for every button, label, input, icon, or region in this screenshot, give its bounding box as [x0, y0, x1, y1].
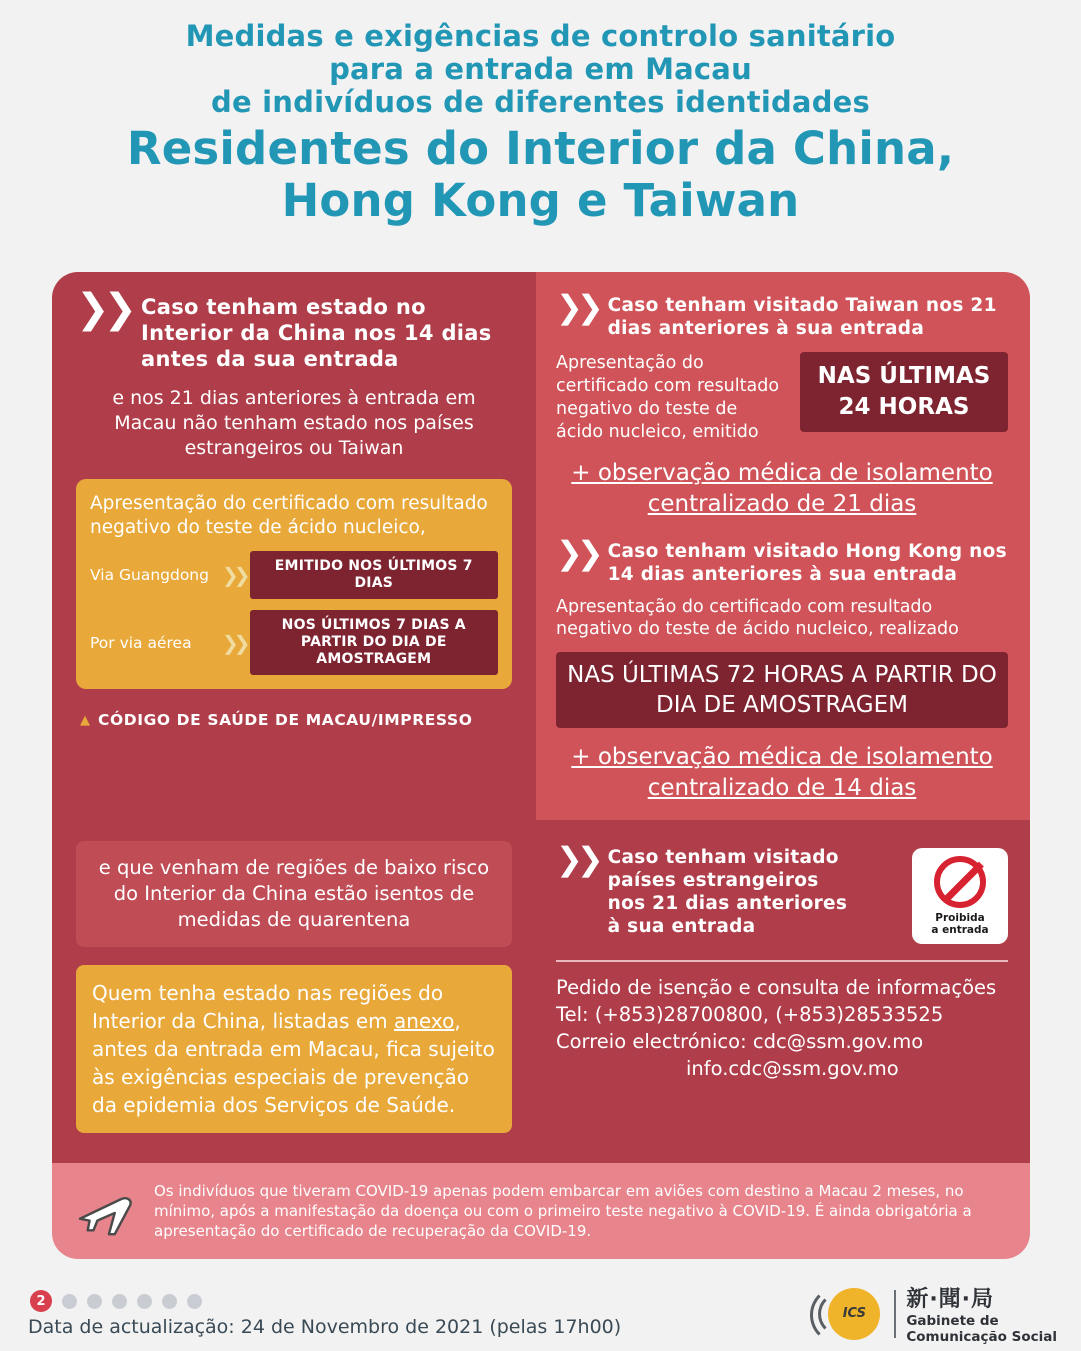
route-label-guangdong: Via Guangdong: [90, 566, 209, 584]
left-certificate-lead: Apresentação do certificado com resultado negativo do teste de ácido nucleico,: [90, 493, 488, 538]
page-dot[interactable]: [62, 1294, 77, 1309]
page-dot[interactable]: [187, 1294, 202, 1309]
right-panel: [536, 272, 1030, 1163]
left-low-risk-box: e que venham de regiões de baixo risco do Interior da China estão isentos de medidas de quarentena: [76, 841, 512, 947]
chevron-icon: ❯❯: [222, 630, 246, 655]
header-line-1: Medidas e exigências de controlo sanitário: [185, 19, 896, 53]
route-value-guangdong: EMITIDO NOS ÚLTIMOS 7 DIAS: [250, 551, 498, 599]
header-title-line-1: Residentes do Interior da China,: [126, 122, 955, 175]
triangle-icon: ▲: [80, 712, 90, 728]
left-subtext: e nos 21 dias anteriores à entrada em Macau não tenham estado nos países estrangeiros ou Taiwan: [112, 387, 476, 459]
contact-line-4: info.cdc@ssm.gov.mo: [686, 1057, 899, 1080]
taiwan-heading: Caso tenham visitado Taiwan nos 21 dias anteriores à sua entrada: [607, 295, 997, 339]
left-route-row-air: [90, 610, 498, 675]
page-footer: [0, 1272, 1081, 1351]
contact-line-3: Correio electrónico: cdc@ssm.gov.mo: [556, 1030, 924, 1053]
foreign-heading-row: [556, 840, 1008, 944]
right-bottom-section: [536, 820, 1030, 1163]
chevron-icon: ❯❯: [556, 534, 598, 572]
page-dots[interactable]: [30, 1290, 202, 1312]
header-line-3: de indivíduos de diferentes identidades: [211, 85, 870, 119]
chevron-icon: ❯❯: [556, 840, 598, 878]
covid-recovery-text: Os indivíduos que tiveram COVID-19 apenas podem embarcar em aviões com destino a Macau 2 meses, no mínimo, após a manifestação da doença ou com o primeiro teste negativo à COVID-19. É ainda obrigatória a apresentação do certificado de recuperação da COVID-19.: [154, 1182, 972, 1240]
header-title-line-2: Hong Kong e Taiwan: [281, 174, 800, 227]
taiwan-heading-row: [556, 288, 1008, 340]
logo-mark: [808, 1286, 884, 1342]
chevron-icon: ❯❯: [222, 563, 246, 587]
logo-ring: [828, 1288, 880, 1340]
contact-block: [556, 974, 1008, 1082]
entry-forbidden-badge: [912, 848, 1008, 944]
logo-text-cn: 新·聞·局: [906, 1287, 995, 1312]
header-line-2: para a entrada em Macau: [329, 52, 752, 86]
hk-heading: Caso tenham visitado Hong Kong nos 14 dias anteriores à sua entrada: [607, 541, 1007, 585]
left-heading: Caso tenham estado no Interior da China nos 14 dias antes da sua entrada: [141, 295, 492, 371]
gcs-logo: [808, 1282, 1057, 1345]
airplane-icon: [76, 1182, 138, 1240]
badge-line-2: a entrada: [931, 924, 989, 936]
hk-timeframe-pill: NAS ÚLTIMAS 72 HORAS A PARTIR DO DIA DE AMOSTRAGEM: [556, 652, 1008, 728]
route-value-air: NOS ÚLTIMOS 7 DIAS A PARTIR DO DIA DE AMOSTRAGEM: [250, 610, 498, 675]
chevron-icon: ❯❯: [556, 288, 598, 326]
content-card: [52, 272, 1030, 1259]
left-panel-mainland: [52, 272, 536, 1163]
left-health-code-text: CÓDIGO DE SAÚDE DE MACAU/IMPRESSO: [98, 711, 473, 729]
anexo-link[interactable]: anexo: [393, 1009, 455, 1033]
chevron-icon: ❯❯: [76, 286, 132, 332]
special-text-pre: Quem tenha estado nas regiões do Interior da China, listadas em: [92, 981, 444, 1033]
logo-separator: [894, 1290, 896, 1338]
page-dot[interactable]: [137, 1294, 152, 1309]
left-heading-row: [76, 286, 512, 372]
page-dot[interactable]: [87, 1294, 102, 1309]
hk-paragraph: Apresentação do certificado com resultado negativo do teste de ácido nucleico, realizado: [556, 597, 959, 639]
contact-line-2: Tel: (+853)28700800, (+853)28533525: [556, 1003, 944, 1026]
page-header: [0, 0, 1081, 233]
logo-text-block: [906, 1282, 1057, 1345]
logo-text-pt-1: Gabinete de: [906, 1313, 999, 1329]
special-text-post: , antes da entrada em Macau, fica sujeito às exigências especiais de prevenção da epidemia dos Serviços de Saúde.: [92, 1009, 495, 1117]
logo-mark-text: ICS: [842, 1306, 866, 1321]
left-special-measures-box: [76, 965, 512, 1133]
page-dot[interactable]: [112, 1294, 127, 1309]
foreign-heading: Caso tenham visitado países estrangeiros nos 21 dias anteriores à sua entrada: [607, 847, 848, 937]
taiwan-detail-row: [556, 352, 1008, 444]
no-entry-icon: [934, 856, 986, 908]
update-date: Data de actualização: 24 de Novembro de 2021 (pelas 17h00): [28, 1316, 622, 1338]
badge-line-1: Proibida: [935, 912, 985, 924]
page-dot-active[interactable]: 2: [30, 1290, 52, 1312]
right-top-section: [536, 272, 1030, 820]
contact-line-1: Pedido de isenção e consulta de informações: [556, 976, 997, 999]
covid-recovery-note: [52, 1163, 1030, 1259]
taiwan-paragraph: Apresentação do certificado com resultado negativo do teste de ácido nucleico, emitido: [556, 353, 780, 442]
logo-text-pt-2: Comunicação Social: [906, 1329, 1057, 1345]
page-dot[interactable]: [162, 1294, 177, 1309]
hk-extra-measure: + observação médica de isolamento centralizado de 14 dias: [571, 744, 993, 801]
hk-heading-row: [556, 534, 1008, 586]
left-health-code-note: [80, 711, 512, 729]
left-route-row-guangdong: [90, 551, 498, 599]
divider: [556, 960, 1008, 962]
route-label-air: Por via aérea: [90, 633, 192, 652]
left-certificate-box: [76, 479, 512, 689]
card-columns: [52, 272, 1030, 1163]
taiwan-timeframe-pill: NAS ÚLTIMAS 24 HORAS: [800, 352, 1008, 432]
taiwan-extra-measure: + observação médica de isolamento centralizado de 21 dias: [571, 460, 993, 517]
